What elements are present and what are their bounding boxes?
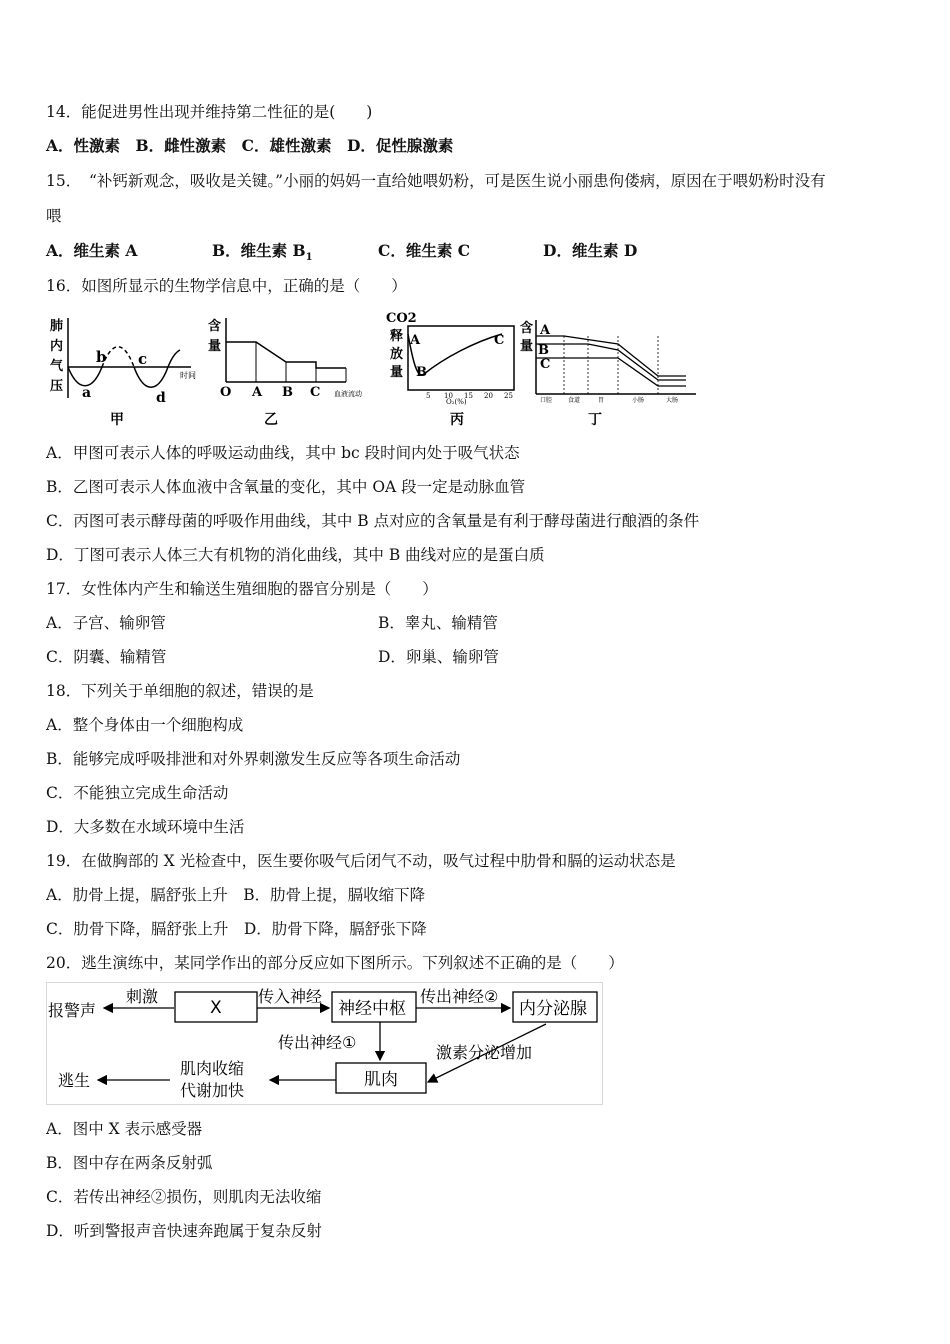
q20-option-d: D．听到警报声音快速奔跑属于复杂反射: [46, 1222, 322, 1240]
svg-text:20: 20: [484, 392, 493, 400]
bing-ylabel: [390, 328, 403, 380]
q16-option-d: D．丁图可表示人体三大有机物的消化曲线，其中 B 曲线对应的是蛋白质: [46, 546, 545, 564]
svg-text:25: 25: [504, 392, 513, 400]
q15-option-a: A．维生素 A: [46, 241, 138, 260]
jia-caption: 甲: [110, 412, 124, 428]
q16-figure-ding: [518, 314, 700, 430]
q20-center: 神经中枢: [338, 999, 406, 1019]
jia-point-c: c: [138, 350, 148, 368]
q17-stem: 17．女性体内产生和输送生殖细胞的器官分别是（ ）: [46, 580, 438, 598]
ding-curve-a: A: [540, 323, 551, 338]
q18-option-a: A．整个身体由一个细胞构成: [46, 716, 244, 734]
bing-point-b: B: [416, 365, 427, 380]
ding-curve-b: B: [538, 343, 549, 358]
bing-caption: 丙: [450, 412, 464, 428]
svg-text:内: 内: [50, 339, 64, 354]
svg-text:放: 放: [390, 347, 404, 362]
jia-point-b: b: [96, 348, 107, 366]
q15-stem-line1: 15． “补钙新观念，吸收是关键。”小丽的妈妈一直给她喂奶粉，可是医生说小丽患佝偻病，原因在于喂奶粉时没有: [46, 172, 826, 190]
yi-tick-b: B: [282, 385, 293, 400]
svg-text:15: 15: [464, 392, 473, 400]
q19-stem: 19．在做胸部的 X 光检查中，医生要你吸气后闭气不动，吸气过程中肋骨和膈的运动状态是: [46, 852, 676, 870]
q19-options-row2: C．肋骨下降，膈舒张上升 D．肋骨下降，膈舒张下降: [46, 920, 427, 938]
q20-efferent2: 传出神经②: [420, 987, 499, 1006]
svg-text:含: 含: [520, 321, 534, 336]
q20-escape: 逃生: [58, 1071, 91, 1090]
jia-point-d: d: [156, 390, 166, 406]
jia-point-a: a: [82, 385, 92, 401]
svg-text:食道: 食道: [568, 397, 581, 404]
q17-option-a: A．子宫、输卵管: [46, 614, 166, 632]
q17-option-b: B．睾丸、输精管: [378, 614, 498, 632]
q15-option-c: C．维生素 C: [378, 241, 471, 260]
q15-stem-line2: 喂: [46, 207, 62, 225]
svg-text:胃: 胃: [598, 397, 605, 404]
q20-x: X: [210, 998, 222, 1018]
q20-option-c: C．若传出神经②损伤，则肌肉无法收缩: [46, 1188, 322, 1206]
bing-point-c: C: [494, 333, 505, 348]
q20-reflex-diagram: [46, 982, 604, 1106]
yi-xlabel: 血液流动: [334, 390, 362, 398]
yi-ylabel: [208, 318, 221, 354]
q16-option-a: A．甲图可表示人体的呼吸运动曲线，其中 bc 段时间内处于吸气状态: [46, 444, 520, 462]
yi-caption: 乙: [264, 412, 278, 428]
q17-option-d: D．卵巢、输卵管: [378, 648, 499, 666]
q20-alarm: 报警声: [48, 1001, 97, 1020]
svg-text:量: 量: [520, 339, 534, 354]
q16-option-b: B．乙图可表示人体血液中含氧量的变化，其中 OA 段一定是动脉血管: [46, 478, 526, 496]
q18-option-b: B．能够完成呼吸排泄和对外界刺激发生反应等各项生命活动: [46, 750, 461, 768]
q20-option-a: A．图中 X 表示感受器: [46, 1120, 203, 1138]
svg-text:大肠: 大肠: [666, 397, 679, 404]
jia-xlabel: 时间: [180, 371, 196, 380]
svg-text:含: 含: [208, 319, 222, 334]
jia-ylabel: [50, 318, 64, 394]
q18-option-c: C．不能独立完成生命活动: [46, 784, 229, 802]
q20-contract: 肌肉收缩: [180, 1059, 245, 1078]
svg-text:肺: 肺: [50, 319, 64, 334]
svg-text:量: 量: [390, 365, 404, 380]
q20-stem: 20．逃生演练中，某同学作出的部分反应如下图所示。下列叙述不正确的是（ ）: [46, 954, 624, 972]
svg-text:量: 量: [208, 339, 222, 354]
yi-tick-a: A: [252, 385, 263, 400]
svg-text:压: 压: [50, 379, 64, 394]
q16-figure-yi: [206, 312, 376, 430]
q15-option-d: D．维生素 D: [543, 241, 638, 260]
bing-xlabel: O₂(%): [446, 398, 467, 406]
svg-text:口腔: 口腔: [540, 397, 553, 404]
svg-text:释: 释: [390, 329, 404, 344]
q20-efferent1: 传出神经①: [278, 1033, 357, 1052]
q16-stem: 16．如图所显示的生物学信息中，正确的是（ ）: [46, 277, 407, 295]
q20-afferent: 传入神经: [258, 987, 323, 1006]
svg-text:气: 气: [50, 359, 64, 374]
bing-point-a: A: [410, 333, 421, 348]
q20-metabolism: 代谢加快: [180, 1081, 245, 1100]
q18-stem: 18．下列关于单细胞的叙述，错误的是: [46, 682, 314, 700]
q20-stimulus: 刺激: [126, 987, 159, 1006]
q17-option-c: C．阴囊、输精管: [46, 648, 167, 666]
q15-option-b: B．维生素 $B_1$: [212, 241, 313, 264]
q16-figure-jia: [46, 312, 206, 430]
q16-figure-bing: [384, 308, 520, 430]
q20-option-b: B．图中存在两条反射弧: [46, 1154, 213, 1172]
bing-title: CO2: [386, 311, 417, 326]
q14-stem: 14．能促进男性出现并维持第二性征的是( ): [46, 103, 373, 121]
q14-options: A．性激素 B．雌性激素 C．雄性激素 D．促性腺激素: [46, 136, 454, 155]
q20-hormone: 激素分泌增加: [436, 1043, 533, 1062]
q16-option-c: C．丙图可表示酵母菌的呼吸作用曲线，其中 B 点对应的含氧量是有利于酵母菌进行酿酒的条件: [46, 512, 700, 530]
svg-text:10: 10: [444, 392, 453, 400]
ding-curve-c: C: [540, 357, 551, 372]
svg-text:小肠: 小肠: [632, 397, 645, 404]
q20-gland: 内分泌腺: [519, 999, 587, 1019]
yi-tick-o: O: [220, 385, 232, 400]
svg-text:5: 5: [426, 392, 431, 400]
q20-muscle: 肌肉: [364, 1070, 398, 1090]
q18-option-d: D．大多数在水域环境中生活: [46, 818, 245, 836]
q19-options-row1: A．肋骨上提，膈舒张上升 B．肋骨上提，膈收缩下降: [46, 886, 426, 904]
ding-caption: 丁: [588, 412, 602, 428]
ding-ylabel: [520, 320, 533, 354]
yi-tick-c: C: [310, 385, 321, 400]
